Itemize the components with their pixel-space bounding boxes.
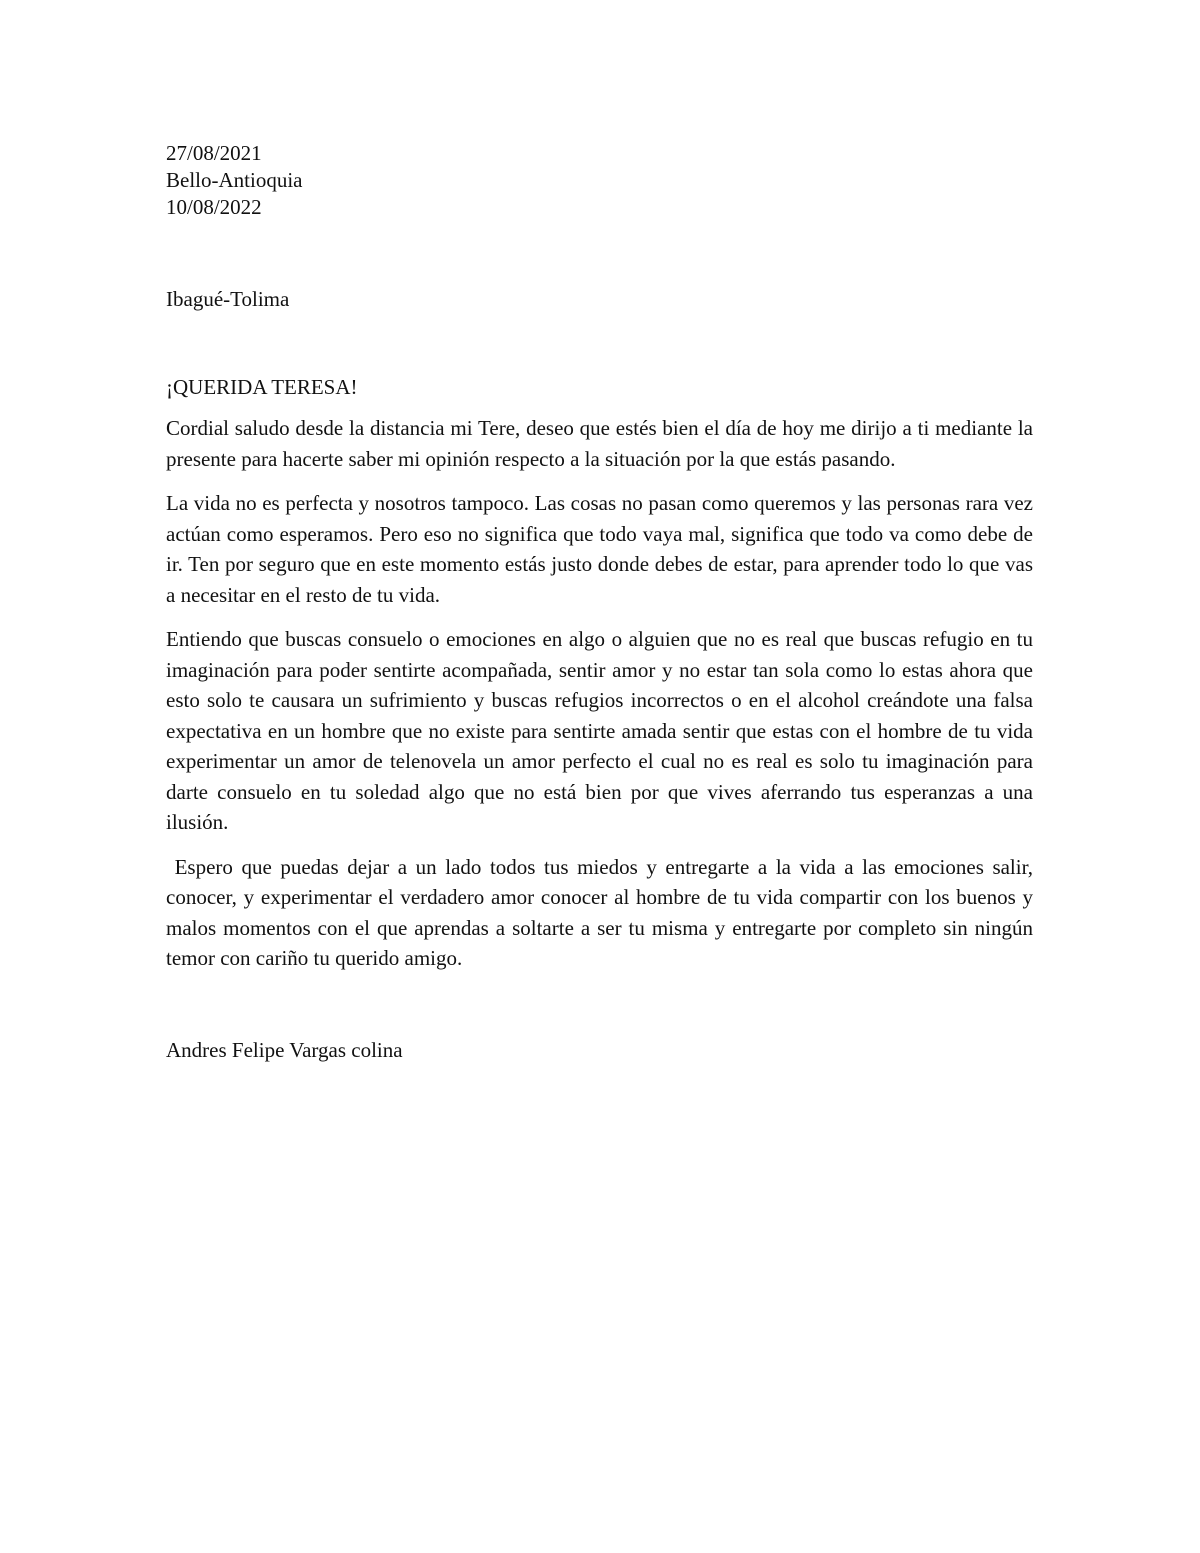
paragraph-2: La vida no es perfecta y nosotros tampoco. Las cosas no pasan como queremos y las personas rara vez actúan como esperamos. Pero eso no significa que todo vaya mal, significa que todo va como debe de ir. Ten por seguro que en este momento estás justo donde debes de estar, para aprender todo lo que vas a necesitar en el resto de tu vida. bbox=[166, 491, 1039, 607]
date-written: 27/08/2021 bbox=[166, 141, 262, 165]
paragraph-3: Entiendo que buscas consuelo o emociones en algo o alguien que no es real que buscas refugio en tu imaginación para poder sentirte acompañada, sentir amor y no estar tan sola como lo estas ahora que esto solo te causara un sufrimiento y buscas refugios incorrectos o en el alcohol creándote una falsa expectativa en un hombre que no existe para sentirte amada sentir que estas con el hombre de tu vida experimentar un amor de telenovela un amor perfecto el cual no es real es solo tu imaginación para darte consuelo en tu soledad algo que no está bien por que vives aferrando tus esperanzas a una ilusión. bbox=[166, 627, 1039, 834]
greeting: ¡QUERIDA TERESA! bbox=[166, 375, 358, 399]
signature: Andres Felipe Vargas colina bbox=[166, 1037, 403, 1062]
letter-header bbox=[166, 140, 1033, 221]
paragraph-4: Espero que puedas dejar a un lado todos tus miedos y entregarte a la vida a las emociones salir, conocer, y experimentar el verdadero amor conocer al hombre de tu vida compartir con los buenos y malos momentos con el que aprendas a soltarte a ser tu misma y entregarte por completo sin ningún temor con cariño tu querido amigo. bbox=[166, 854, 1039, 970]
date-sent: 10/08/2022 bbox=[166, 195, 262, 219]
paragraph-1: Cordial saludo desde la distancia mi Tere, deseo que estés bien el día de hoy me dirijo a ti mediante la presente para hacerte saber mi opinión respecto a la situación por la que estás pasando. bbox=[166, 416, 1039, 471]
letter-body bbox=[166, 140, 1039, 1064]
sender-city: Bello-Antioquia bbox=[166, 168, 303, 192]
recipient-city: Ibagué-Tolima bbox=[166, 287, 290, 311]
